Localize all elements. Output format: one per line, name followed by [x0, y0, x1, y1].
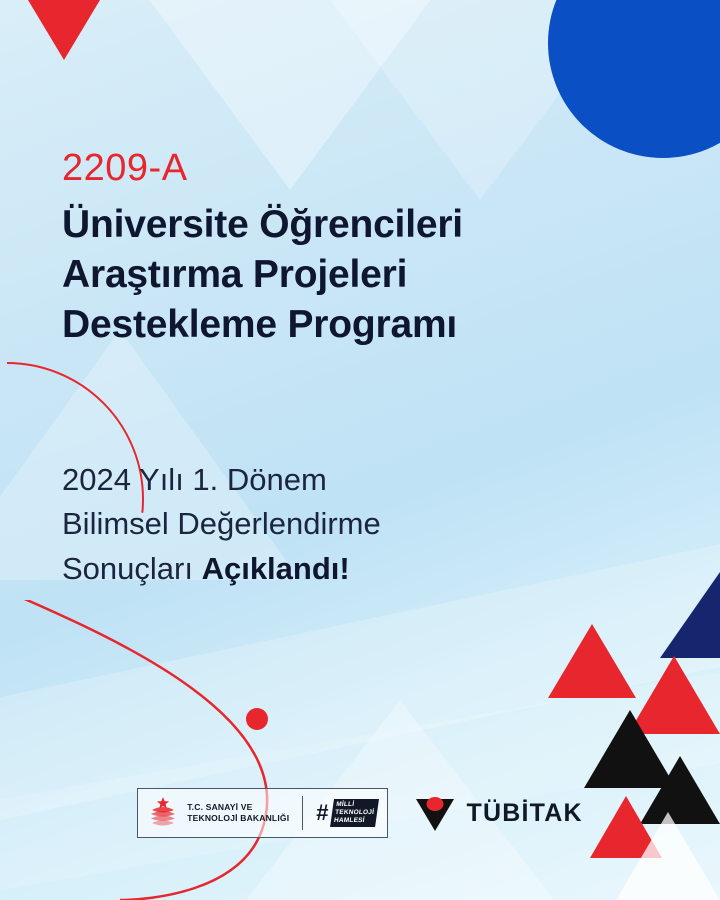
campaign-text: [330, 799, 379, 827]
turkish-flag-emblem-icon: [148, 796, 178, 830]
campaign-line-2: TEKNOLOJİ: [334, 808, 375, 816]
campaign-line-3: HAMLESİ: [332, 817, 365, 825]
red-triangle-icon: [548, 624, 636, 698]
subheading: [62, 458, 582, 593]
tubitak-wordmark: TÜBİTAK: [466, 798, 583, 827]
headline-line-3: Destekleme Programı: [62, 302, 458, 346]
red-triangle-icon: [28, 0, 100, 60]
subhead-line-2: Bilimsel Değerlendirme: [62, 506, 381, 542]
headline-line-1: Üniversite Öğrencileri: [62, 202, 463, 246]
subhead-line-3: [62, 547, 582, 592]
ministry-name: [187, 802, 289, 825]
tubitak-mark-icon: [414, 793, 456, 833]
ministry-logo: [137, 788, 387, 838]
red-dot-shape: [246, 708, 268, 730]
footer-logos: [0, 788, 720, 838]
red-curve-line: [0, 600, 320, 900]
headline-line-2: Araştırma Projeleri: [62, 252, 408, 296]
subhead-line-1: 2024 Yılı 1. Dönem: [62, 461, 327, 497]
page-title: [62, 200, 582, 350]
ministry-name-line-2: TEKNOLOJİ BAKANLIĞI: [187, 813, 290, 823]
ministry-name-line-1: T.C. SANAYİ VE: [187, 801, 253, 812]
milli-teknoloji-hamlesi-logo: [316, 799, 376, 827]
corner-triangle-cluster: [460, 560, 720, 900]
subhead-prefix: Sonuçları: [62, 551, 202, 587]
logo-divider: [302, 796, 303, 830]
program-code: 2209-A: [62, 147, 188, 189]
poster-content: [0, 148, 720, 592]
hashtag-icon: #: [316, 800, 329, 825]
campaign-line-1: MİLLİ: [335, 800, 355, 808]
subhead-emphasis: Açıklandı!: [201, 551, 350, 587]
tubitak-logo: [414, 793, 583, 833]
